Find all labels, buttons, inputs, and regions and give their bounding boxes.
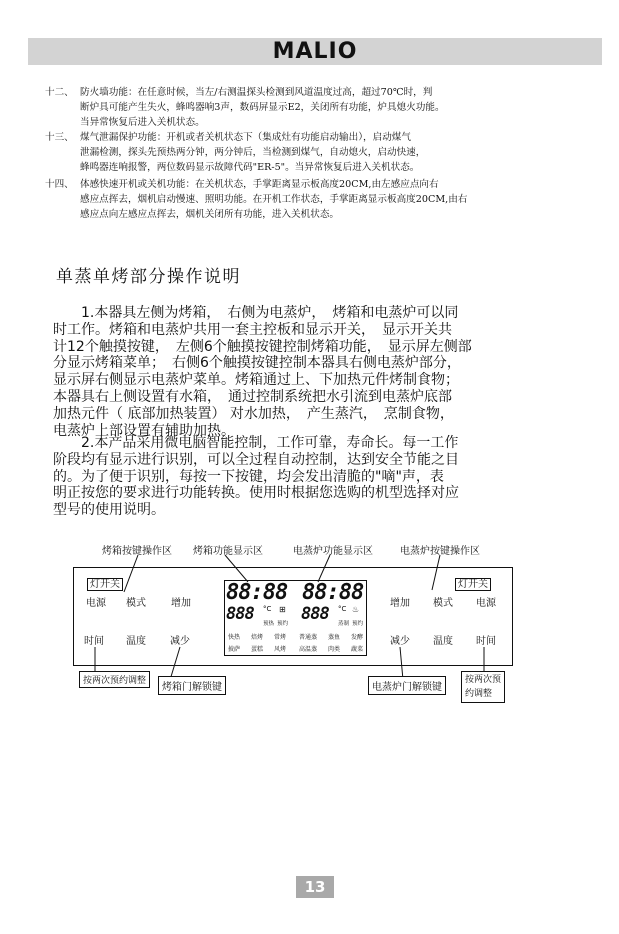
paragraph-line: 阶段均有显示进行识别，可以全过程自动控制，达到安全节能之目 <box>53 451 459 468</box>
feature-line: 煤气泄漏保护功能：开机或者关机状态下（集成灶有功能启动输出），启动煤气 <box>80 132 411 143</box>
func-label: 蔬菜 <box>351 646 364 653</box>
callout-line: 按两次预 <box>465 675 502 685</box>
feature-line: 断炉具可能产生失火，蜂鸣器响3声，数码屏显示E2，关闭所有功能，炉具熄火功能。 <box>80 102 445 113</box>
oven-tag-reserve: 预约 <box>277 621 289 627</box>
oven-time-key[interactable]: 时间 <box>84 636 104 647</box>
steamer-tag-steam: 蒸制 <box>338 621 350 627</box>
callout-oven-time: 按两次预约调整 <box>79 671 150 688</box>
paragraph-line: 的。为了便于识别，每按一下按键，均会发出清脆的"嘀"声，表 <box>53 468 444 485</box>
feature-line: 当异常恢复后进入关机状态。 <box>80 117 205 128</box>
oven-plus-key[interactable]: 增加 <box>171 598 191 609</box>
paragraph-line: 时工作。烤箱和电蒸炉共用一套主控板和显示开关， 显示开关共 <box>53 321 452 338</box>
paragraph-line: 1.本器具左侧为烤箱， 右侧为电蒸炉， 烤箱和电蒸炉可以同 <box>53 305 459 321</box>
steamer-small-digits: 888 <box>301 604 329 624</box>
brand-logo: MALIO <box>272 39 358 64</box>
callout-oven-door-unlock: 烤箱门解锁键 <box>158 676 226 695</box>
steamer-tag-reserve: 预约 <box>352 621 364 627</box>
oven-big-digits: 88:88 <box>226 580 288 605</box>
oven-small-digits: 888 <box>226 604 254 624</box>
feature-number: 十三、 <box>45 132 74 143</box>
label-oven-keys: 烤箱按键操作区 <box>102 546 172 557</box>
steamer-celsius-unit: °C <box>338 605 347 613</box>
steamer-time-key[interactable]: 时间 <box>476 636 496 647</box>
steamer-power-key[interactable]: 电源 <box>476 598 496 609</box>
page-number: 13 <box>296 876 334 898</box>
paragraph-line: 本器具右上侧设置有水箱， 通过控制系统把水引流到电蒸炉底部 <box>53 388 452 405</box>
oven-mode-key[interactable]: 模式 <box>126 598 146 609</box>
func-label: 高温蒸 <box>299 646 318 653</box>
steamer-plus-key[interactable]: 增加 <box>390 598 410 609</box>
oven-power-key[interactable]: 电源 <box>86 598 106 609</box>
callout-line: 约调整 <box>465 689 493 699</box>
feature-number: 十四、 <box>45 179 74 190</box>
feature-line: 防火墙功能：在任意时候，当左/右测温探头检测到风道温度过高，超过70℃时，判 <box>80 87 433 98</box>
feature-line: 感应点挥去，烟机启动慢速、照明功能。在开机工作状态，手掌距离显示板高度20CM,由右 <box>80 194 468 205</box>
func-label: 蛋糕 <box>251 646 264 653</box>
steamer-minus-key[interactable]: 减少 <box>390 636 410 647</box>
func-label: 发酵 <box>351 634 364 641</box>
func-label: 肉类 <box>328 646 341 653</box>
paragraph-line: 加热元件（ 底部加热装置） 对水加热， 产生蒸汽， 烹制食物， <box>53 405 454 422</box>
label-steamer-keys: 电蒸炉按键操作区 <box>400 546 480 557</box>
section-title: 单蒸单烤部分操作说明 <box>56 267 241 287</box>
paragraph-line: 显示屏右侧显示电蒸炉菜单。烤箱通过上、下加热元件烤制食物； <box>53 372 459 389</box>
feature-line: 蜂鸣器连响报警，两位数码显示故障代码"ER-5"。当异常恢复后进入关机状态。 <box>80 162 420 173</box>
feature-line: 泄漏检测，探头先预热两分钟，两分钟后，当检测到煤气，自动熄火，启动快速， <box>80 147 426 158</box>
oven-tag-preheat: 预热 <box>263 621 275 627</box>
oven-celsius-unit: °C <box>263 605 272 613</box>
feature-number: 十二、 <box>45 87 74 98</box>
oven-minus-key[interactable]: 减少 <box>170 636 190 647</box>
paragraph-line: 型号的使用说明。 <box>53 502 165 519</box>
paragraph-line: 分显示烤箱菜单； 右侧6个触摸按键控制本器具右侧电蒸炉部分， <box>53 355 461 372</box>
oven-temp-key[interactable]: 温度 <box>126 636 146 647</box>
oven-thermo-icon: ⊞ <box>279 605 286 614</box>
paragraph-line: 2.本产品采用微电脑智能控制，工作可靠，寿命长。每一工作 <box>53 435 459 451</box>
func-label: 普通蒸 <box>299 634 318 641</box>
callout-steamer-time <box>461 671 505 703</box>
label-oven-display: 烤箱功能显示区 <box>193 546 263 557</box>
feature-line: 感应点向左感应点挥去，烟机关闭所有功能，进入关机状态。 <box>80 209 340 220</box>
func-label: 披萨 <box>228 646 241 653</box>
func-label: 常烤 <box>274 634 287 641</box>
func-label: 风烤 <box>274 646 287 653</box>
func-label: 焙烤 <box>251 634 264 641</box>
steamer-big-digits: 88:88 <box>302 580 364 605</box>
steamer-light-key[interactable]: 灯开关 <box>455 578 491 591</box>
oven-light-key[interactable]: 灯开关 <box>87 578 123 591</box>
steamer-temp-key[interactable]: 温度 <box>433 636 453 647</box>
steamer-mode-key[interactable]: 模式 <box>433 598 453 609</box>
feature-line: 体感快速开机或关机功能：在关机状态，手掌距离显示板高度20CM,由左感应点向右 <box>80 179 439 190</box>
func-label: 蒸鱼 <box>328 634 341 641</box>
func-label: 快热 <box>228 634 241 641</box>
paragraph-line: 明正按您的要求进行功能转换。使用时根据您选购的机型选择对应 <box>53 485 459 502</box>
callout-steamer-door-unlock: 电蒸炉门解锁键 <box>368 676 446 695</box>
paragraph-line: 电蒸炉上部设置有辅助加热。 <box>53 422 235 439</box>
steamer-steam-icon: ♨ <box>352 605 360 614</box>
label-steamer-display: 电蒸炉功能显示区 <box>293 546 373 557</box>
paragraph-line: 计12个触摸按键， 左侧6个触摸按键控制烤箱功能， 显示屏左侧部 <box>53 338 472 355</box>
